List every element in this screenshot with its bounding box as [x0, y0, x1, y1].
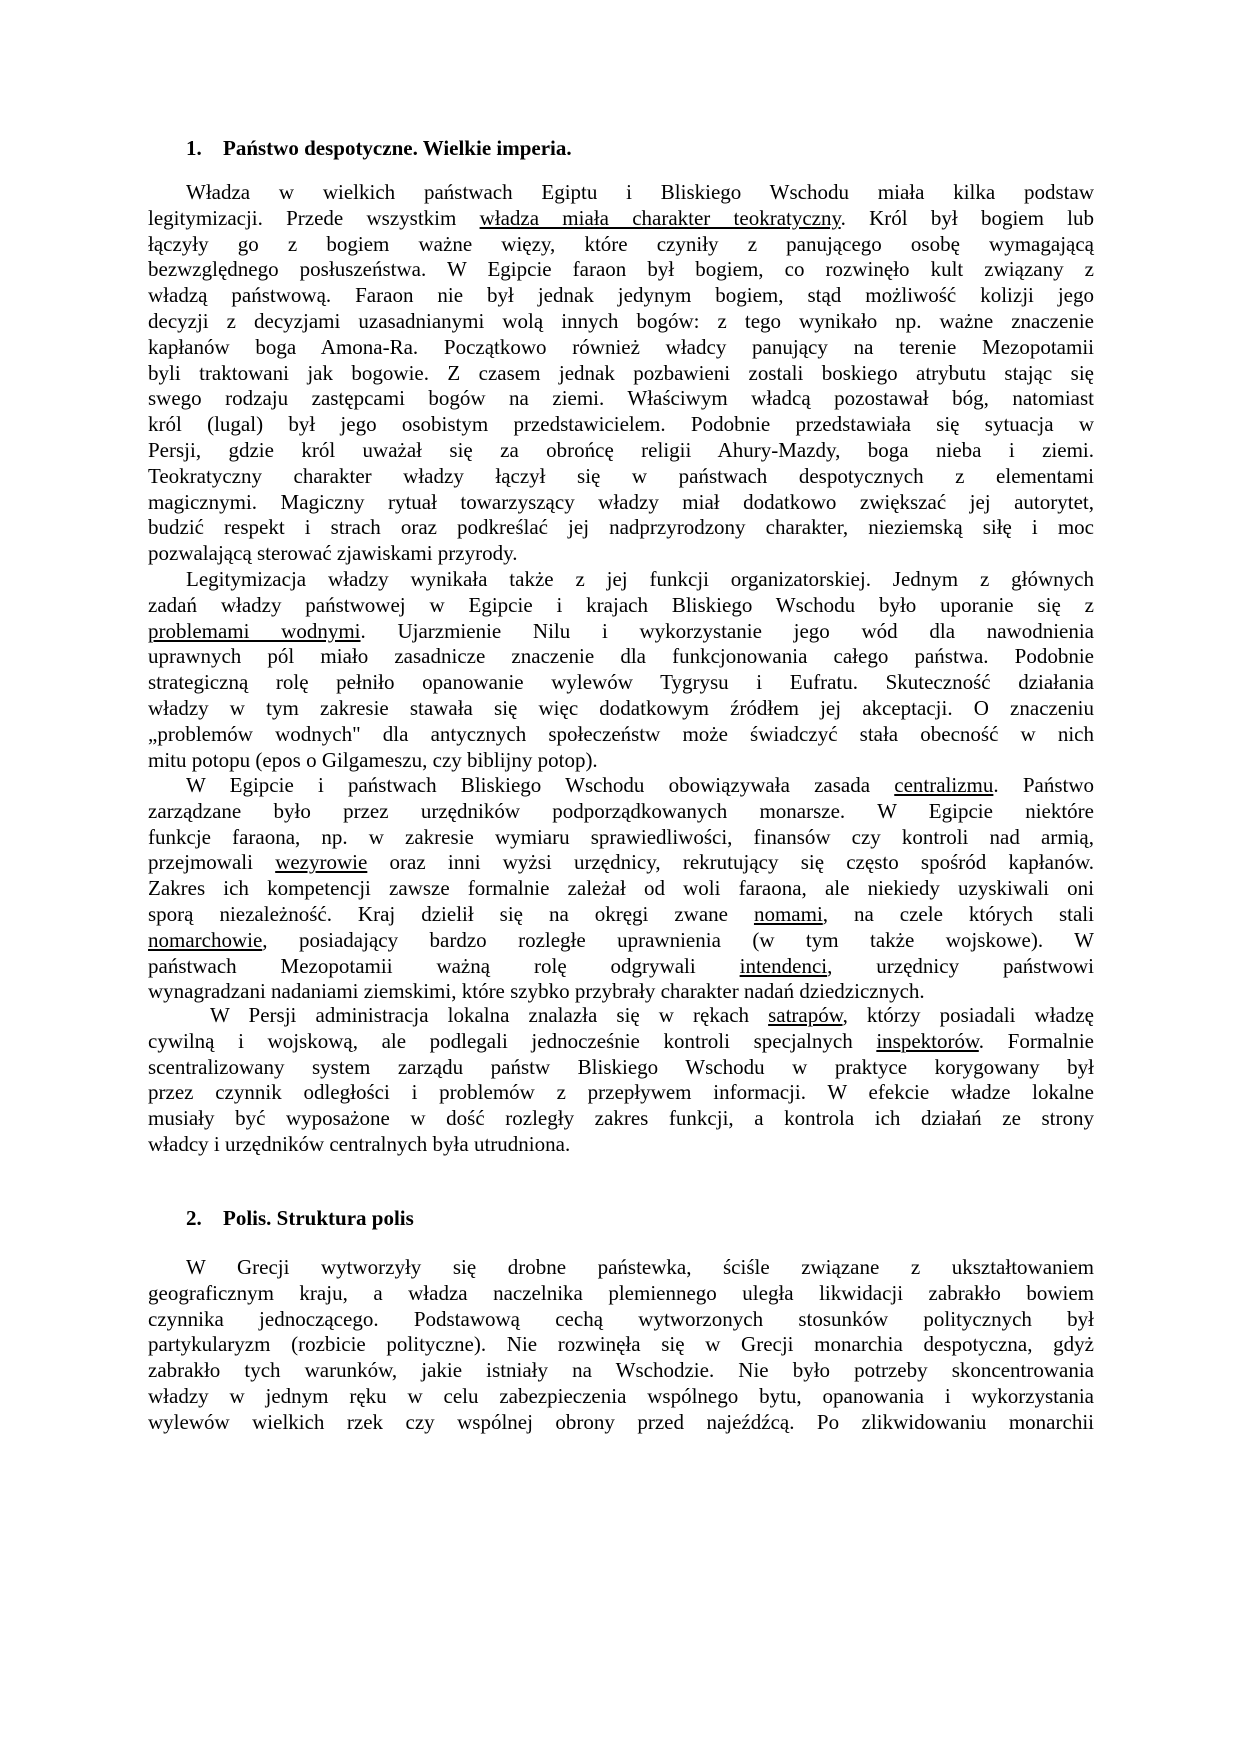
text-segment: scentralizowany system zarządu państw Bliskiego Wschodu w praktyce korygowany był	[148, 1054, 1094, 1079]
text-segment: , którzy posiadali władzę	[842, 1003, 1094, 1027]
text-line	[148, 309, 1094, 335]
text-line	[148, 670, 1094, 696]
text-segment: . Król był bogiem lub	[840, 205, 1095, 230]
text-segment: kapłanów boga Amona-Ra. Początkowo również władcy panujący na terenie Mezopotamii	[148, 334, 1094, 359]
text-segment: , urzędnicy państwowi	[827, 953, 1094, 978]
text-segment: Persji, gdzie król uważał się za obrońcę religii Ahury-Mazdy, boga nieba i ziemi.	[148, 437, 1094, 462]
text-segment: uprawnych pól miało zasadnicze znaczenie dla funkcjonowania całego państwa. Podobnie	[148, 644, 1094, 669]
text-segment: geograficznym kraju, a władza naczelnika plemiennego uległa likwidacji zabrakło bowiem	[148, 1280, 1094, 1305]
underlined-term: władza miała charakter teokratyczny	[479, 205, 841, 230]
underlined-term: problemami wodnymi	[148, 618, 361, 643]
text-line	[148, 335, 1094, 361]
text-line	[148, 748, 1094, 774]
text-segment: władzy w jednym ręku w celu zabezpieczenia wspólnego bytu, opanowania i wykorzystania	[148, 1383, 1094, 1408]
text-segment: władzy w tym zakresie stawała się więc dodatkowym źródłem jej akceptacji. O znaczeniu	[148, 695, 1094, 720]
text-line	[148, 541, 1094, 567]
section-title: Państwo despotyczne. Wielkie imperia.	[223, 136, 572, 160]
text-line	[148, 1332, 1094, 1358]
text-segment: , na czele których stali	[822, 901, 1094, 926]
text-segment: pozwalającą sterować zjawiskami przyrody.	[148, 541, 518, 566]
text-segment: W Persji administracja lokalna znalazła się w rękach	[210, 1003, 769, 1027]
text-segment: „problemów wodnych" dla antycznych społeczeństw może świadczyć stała obecność w nich	[148, 721, 1094, 746]
text-segment: przejmowali	[148, 850, 276, 875]
text-segment: Teokratyczny charakter władzy łączył się w państwach despotycznych z elementami	[148, 463, 1094, 488]
text-segment: zarządzane było przez urzędników podporządkowanych monarsze. W Egipcie niektóre	[148, 798, 1094, 823]
text-segment: byli traktowani jak bogowie. Z czasem jednak pozbawieni zostali boskiego atrybutu stając się	[148, 360, 1094, 385]
text-segment: czynnika jednoczącego. Podstawową cechą wytworzonych stosunków politycznych był	[148, 1306, 1094, 1331]
text-line	[148, 1055, 1094, 1081]
text-segment: W Grecji wytworzyły się drobne państewka, ściśle związane z ukształtowaniem	[186, 1255, 1094, 1279]
text-segment: przez czynnik odległości i problemów z przepływem informacji. W efekcie władze lokalne	[148, 1080, 1094, 1105]
text-segment: strategiczną rolę pełniło opanowanie wylewów Tygrysu i Eufratu. Skuteczność działania	[148, 670, 1094, 695]
text-segment: . Formalnie	[978, 1028, 1094, 1053]
text-line	[148, 1281, 1094, 1307]
text-line	[148, 412, 1094, 438]
text-line	[148, 1255, 1094, 1281]
text-segment: król (lugal) był jego osobistym przedstawicielem. Podobnie przedstawiała się sytuacja w	[148, 412, 1094, 437]
text-line	[148, 283, 1094, 309]
text-line	[148, 1307, 1094, 1333]
text-segment: zadań władzy państwowej w Egipcie i krajach Bliskiego Wschodu było uporanie się z	[148, 592, 1094, 617]
text-segment: państwach Mezopotamii ważną rolę odgrywali	[148, 953, 740, 978]
section-title: Polis. Struktura polis	[223, 1206, 414, 1230]
text-line	[148, 902, 1094, 928]
section-heading-2	[186, 1205, 414, 1231]
underlined-term: inspektorów	[876, 1028, 979, 1053]
text-line	[148, 1358, 1094, 1384]
text-line	[148, 850, 1094, 876]
text-segment: legitymizacji. Przede wszystkim	[148, 205, 480, 230]
text-line	[148, 257, 1094, 283]
text-line	[148, 979, 1094, 1005]
text-line	[148, 464, 1094, 490]
text-segment: zabrakło tych warunków, jakie istniały na Wschodzie. Nie było potrzeby skoncentrowania	[148, 1358, 1094, 1383]
text-line	[148, 438, 1094, 464]
text-line	[148, 206, 1094, 232]
text-line	[148, 567, 1094, 593]
text-line	[148, 799, 1094, 825]
text-line	[148, 825, 1094, 851]
text-segment: wylewów wielkich rzek czy wspólnej obrony przed najeźdźcą. Po zlikwidowaniu monarchii	[148, 1409, 1094, 1434]
underlined-term: nomarchowie	[148, 927, 263, 952]
text-segment: cywilną i wojskową, ale podlegali jednocześnie kontroli specjalnych	[148, 1028, 877, 1053]
text-segment: budzić respekt i strach oraz podkreślać jej nadprzyrodzony charakter, nieziemską siłę i moc	[148, 515, 1094, 540]
text-segment: funkcje faraona, np. w zakresie wymiaru sprawiedliwości, finansów czy kontroli nad armią,	[148, 824, 1094, 849]
text-line	[148, 773, 1094, 799]
underlined-term: wezyrowie	[275, 850, 368, 875]
text-segment: Władza w wielkich państwach Egiptu i Bliskiego Wschodu miała kilka podstaw	[186, 180, 1094, 204]
text-line	[148, 1029, 1094, 1055]
text-segment: Legitymizacja władzy wynikała także z jej funkcji organizatorskiej. Jednym z głównych	[186, 567, 1094, 591]
text-segment: partykularyzm (rozbicie polityczne). Nie rozwinęła się w Grecji monarchia despotyczna, gdyż	[148, 1332, 1094, 1357]
text-line	[148, 180, 1094, 206]
text-segment: Zakres ich kompetencji zawsze formalnie zależał od woli faraona, ale niekiedy uzyskiwali oni	[148, 876, 1094, 901]
text-line	[148, 1003, 1094, 1029]
text-line	[148, 954, 1094, 980]
text-segment: . Ujarzmienie Nilu i wykorzystanie jego wód dla nawodnienia	[360, 618, 1095, 643]
text-segment: musiały być wyposażone w dość rozległy zakres funkcji, a kontrola ich działań ze strony	[148, 1106, 1094, 1131]
text-line	[148, 1410, 1094, 1436]
section-number: 2.	[186, 1206, 202, 1230]
text-segment: mitu potopu (epos o Gilgameszu, czy biblijny potop).	[148, 747, 598, 772]
paragraph-centralism	[148, 773, 1094, 1005]
underlined-term: intendenci	[739, 953, 828, 978]
text-line	[148, 722, 1094, 748]
text-line	[148, 696, 1094, 722]
text-segment: sporą niezależność. Kraj dzielił się na okręgi zwane	[148, 901, 754, 926]
text-line	[148, 1384, 1094, 1410]
text-line	[148, 644, 1094, 670]
text-line	[148, 1106, 1094, 1132]
text-line	[148, 1080, 1094, 1106]
text-line	[148, 232, 1094, 258]
text-segment: W Egipcie i państwach Bliskiego Wschodu obowiązywała zasada	[186, 773, 895, 797]
text-segment: . Państwo	[993, 773, 1094, 797]
paragraph-greece	[148, 1255, 1094, 1436]
text-segment: bezwzględnego posłuszeństwa. W Egipcie faraon był bogiem, co rozwinęło kult związany z	[148, 257, 1094, 282]
underlined-term: centralizmu	[894, 773, 994, 797]
section-number: 1.	[186, 136, 202, 160]
text-line	[148, 515, 1094, 541]
text-line	[148, 593, 1094, 619]
underlined-term: nomami	[753, 901, 823, 926]
text-line	[148, 928, 1094, 954]
text-line	[148, 490, 1094, 516]
text-line	[148, 1132, 1094, 1158]
text-segment: wynagradzani nadaniami ziemskimi, które szybko przybrały charakter nadań dziedzicznych.	[148, 979, 925, 1004]
text-line	[148, 619, 1094, 645]
text-segment: decyzji z decyzjami uzasadnianymi wolą innych bogów: z tego wynikało np. ważne znaczenie	[148, 308, 1094, 333]
text-segment: władcy i urzędników centralnych była utrudniona.	[148, 1131, 571, 1156]
section-heading-1	[186, 135, 572, 161]
text-line	[148, 361, 1094, 387]
paragraph-theocracy	[148, 180, 1094, 567]
text-segment: , posiadający bardzo rozległe uprawnienia (w tym także wojskowe). W	[262, 927, 1094, 952]
text-segment: magicznymi. Magiczny rytuał towarzyszący władzy miał dodatkowo zwiększać jej autorytet,	[148, 489, 1094, 514]
paragraph-persia	[148, 1003, 1094, 1158]
text-segment: swego rodzaju zastępcami bogów na ziemi. Właściwym władcą pozostawał bóg, natomiast	[148, 386, 1094, 411]
text-segment: władzą państwową. Faraon nie był jednak jedynym bogiem, stąd możliwość kolizji jego	[148, 283, 1094, 308]
text-line	[148, 386, 1094, 412]
paragraph-organization	[148, 567, 1094, 773]
underlined-term: satrapów	[768, 1003, 843, 1027]
text-segment: łączyły go z bogiem ważne więzy, które czyniły z panującego osobę wymagającą	[148, 231, 1094, 256]
text-segment: oraz inni wyżsi urzędnicy, rekrutujący się często spośród kapłanów.	[367, 850, 1094, 875]
text-line	[148, 876, 1094, 902]
